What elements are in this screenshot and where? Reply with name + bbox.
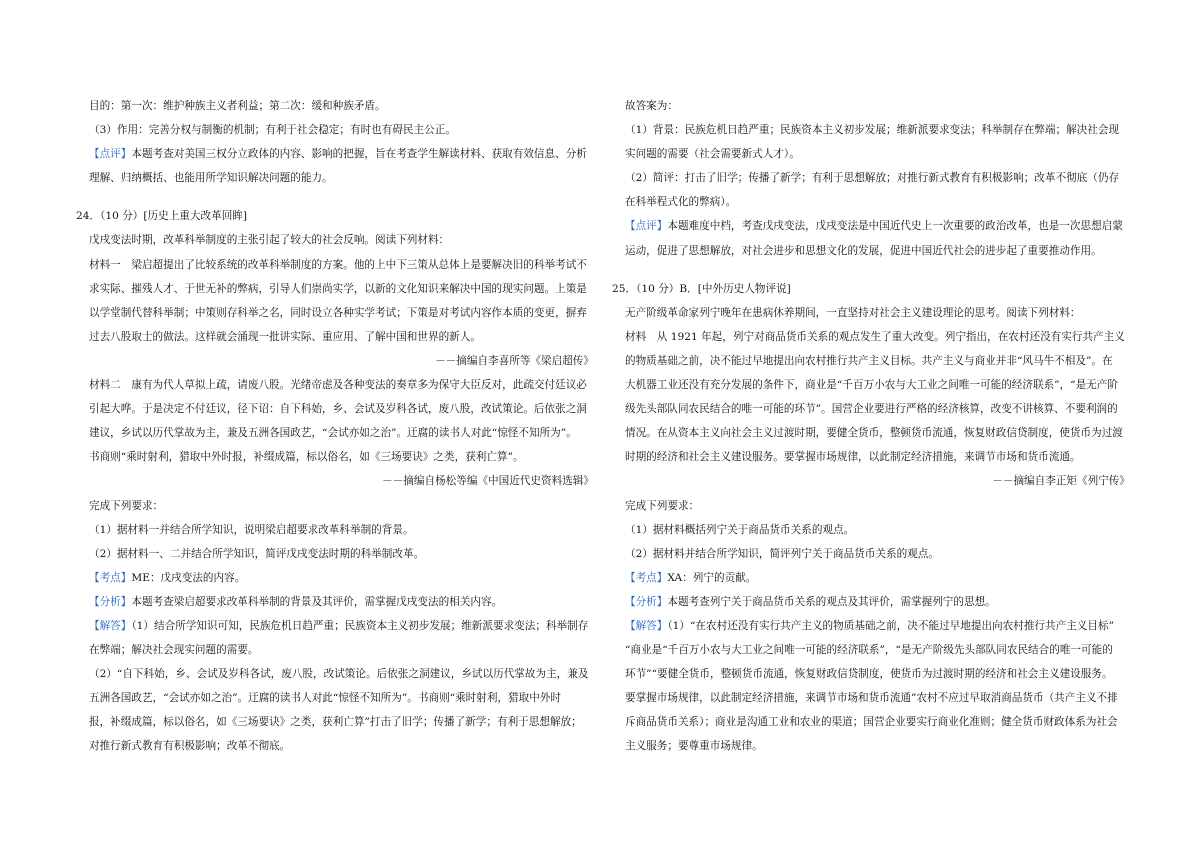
text-line: 斥商品货币关系）；商业是沟通工业和农业的渠道；国营企业要实行商业化准则；健全货币财政体系为社会 (625, 716, 1118, 729)
source-citation: －－摘编自杨松等编《中国近代史资料选辑》 (382, 475, 594, 488)
text-line: 理解、归纳概括、也能用所学知识解决问题的能力。 (89, 172, 333, 185)
text-line: 的物质基础之前，决不能过早地提出向农村推行共产主义目标。共产主义与商业并非“风马牛不相及”。在 (625, 354, 1113, 367)
fenxi-line: 【分析】本题考查列宁关于商品货币关系的观点及其评价，需掌握列宁的思想。 (625, 595, 996, 608)
fenxi-tag: 【分析】 (89, 595, 132, 608)
kaodian-line: 【考点】XA：列宁的贡献。 (625, 571, 757, 584)
question-24-title: 24．（10 分）[历史上重大改革回眸] (76, 210, 248, 223)
jieda-tag: 【解答】 (625, 619, 668, 632)
kaodian-tag: 【考点】 (625, 571, 668, 584)
text-line: 戊戌变法时期，改革科举制度的主张引起了较大的社会反响。阅读下列材料： (89, 234, 450, 247)
text-line: 建议，乡试以历代掌故为主，兼及五洲各国政艺，“会试亦如之治”。迂腐的读书人对此“惊怪不知所为”。 (89, 427, 577, 440)
fenxi-line: 【分析】本题考查梁启超要求改革科举制的背景及其评价，需掌握戊戌变法的相关内容。 (89, 595, 503, 608)
text-line: 大机器工业还没有充分发展的条件下，商业是“千百万小农与大工业之间唯一可能的经济联系”，“是无产阶 (625, 379, 1118, 392)
kaodian-tag: 【考点】 (89, 571, 132, 584)
right-column (612, 94, 1130, 759)
text-line: （2）“自下科始，乡、会试及岁科各试，废八股，改试策论。后依张之洞建议，乡试以历代掌故为主，兼及 (89, 668, 589, 681)
text-line: 情况。在从资本主义向社会主义过渡时期，要健全货币，整顿货币流通，恢复财政信贷制度，使货币为过渡 (625, 427, 1123, 440)
text-line: 材料一 梁启超提出了比较系统的改革科举制度的方案。他的上中下三策从总体上是要解决旧的科举考试不 (89, 258, 587, 271)
text-line: 运动，促进了思想解放，对社会进步和思想文化的发展，促进中国近代社会的进步起了重要推动作用。 (625, 244, 1102, 257)
text-line: （1）据材料概括列宁关于商品货币关系的观点。 (625, 523, 855, 536)
text-line: （2）据材料并结合所学知识，简评列宁关于商品货币关系的观点。 (625, 547, 939, 560)
text-line: 求实际、摧残人才、于世无补的弊病，引导人们崇尚实学，以新的文化知识来解决中国的现实问题。上策是 (89, 282, 587, 295)
left-column (76, 94, 594, 759)
fenxi-tag: 【分析】 (625, 595, 668, 608)
text-line: 无产阶级革命家列宁晚年在患病休养期间，一直坚持对社会主义建设理论的思考。阅读下列材料： (625, 306, 1081, 319)
text-line: 目的：第一次：维护种族主义者利益；第二次：缓和种族矛盾。 (89, 100, 386, 112)
comment-tag: 【点评】 (625, 220, 668, 233)
text-line: 对推行新式教育有积极影响；改革不彻底。 (89, 740, 291, 753)
text-line: 书商则“乘时射利，猎取中外时报，补缀成篇，标以俗名，如《三场要诀》之类，获利亡算”。 (89, 451, 524, 464)
text-line: 材料 从 1921 年起，列宁对商品货币关系的观点发生了重大改变。列宁指出，在农村还没有实行共产主义 (625, 330, 1125, 343)
text-line: 要掌握市场规律，以此制定经济措施，来调节市场和货币流通”农村不应过早取消商品货币（共产主义不排 (625, 692, 1118, 705)
text-line: 级先头部队同农民结合的唯一可能的环节”。国营企业要进行严格的经济核算，改变不讲核算、不要利润的 (625, 403, 1118, 416)
text-line: 在科举程式化的弊病）。 (625, 196, 737, 209)
text-line: （1）据材料一并结合所学知识，说明梁启超要求改革科举制的背景。 (89, 523, 414, 536)
text-line: 材料二 康有为代人草拟上疏，请废八股。光绪帝虑及各种变法的奏章多为保守大臣反对，此疏交付廷议必 (89, 379, 587, 392)
text-line: （3）作用：完善分权与制衡的机制；有利于社会稳定；有时也有碍民主公正。 (89, 124, 456, 137)
text-line: 主义服务；要尊重市场规律。 (625, 740, 763, 753)
text-line: 过去八股取士的做法。这样就会涌现一批讲实际、重应用、了解中国和世界的新人。 (89, 330, 481, 343)
text-line: “商业是“千百万小农与大工业之间唯一可能的经济联系”，“是无产阶级先头部队同农民结合的唯一可能的 (625, 644, 1113, 657)
comment-line: 【点评】本题难度中档，考查戊戌变法，戊戌变法是中国近代史上一次重要的政治改革，也是一次思想启蒙 (625, 220, 1123, 233)
question-25-title: 25．（10 分）B．[中外历史人物评说] (612, 282, 791, 295)
jieda-line: 【解答】（1）“在农村还没有实行共产主义的物质基础之前，决不能过早地提出向农村推行共产主义目标” (625, 619, 1114, 632)
text-line: 环节”“要健全货币，整顿货币流通，恢复财政信贷制度，使货币为过渡时期的经济和社会主义建设服务。 (625, 668, 1113, 681)
source-citation: －－摘编自李正矩《列宁传》 (992, 475, 1130, 488)
text-line: 完成下列要求： (89, 499, 164, 512)
text-line: 在弊端；解决社会现实问题的需要。 (89, 644, 259, 657)
text-line: （2）简评：打击了旧学；传播了新学；有利于思想解放；对推行新式教育有积极影响；改革不彻底（仍存 (625, 172, 1120, 185)
text-line: 完成下列要求： (625, 499, 700, 512)
text-line: 时期的经济和社会主义建设服务。要掌握市场规律，以此制定经济措施，来调节市场和货币流通。 (625, 451, 1081, 464)
text-line: 报，补缀成篇，标以俗名，如《三场要诀》之类，获利亡算”打击了旧学；传播了新学；有利于思想解放； (89, 716, 582, 729)
kaodian-line: 【考点】ME：戊戌变法的内容。 (89, 571, 246, 584)
text-line: （1）背景：民族危机日趋严重；民族资本主义初步发展；维新派要求变法；科举制存在弊端；解决社会现 (625, 124, 1120, 137)
text-line: （2）据材料一、二并结合所学知识，简评戊戌变法时期的科举制改革。 (89, 547, 425, 560)
text-line: 以学堂制代替科举制；中策则存科举之名，同时设立各种实学考试；下策是对考试内容作本质的变更，摒弃 (89, 306, 587, 319)
comment-line: 【点评】本题考查对美国三权分立政体的内容、影响的把握，旨在考查学生解读材料、获取有效信息、分析 (89, 148, 587, 161)
jieda-tag: 【解答】 (89, 619, 132, 632)
text-line: 五洲各国政艺，“会试亦如之治”。迂腐的读书人对此“惊怪不知所为”。书商则“乘时射利，猎取中外时 (89, 692, 562, 705)
comment-tag: 【点评】 (89, 148, 132, 161)
source-citation: －－摘编自李喜所等《梁启超传》 (435, 354, 594, 367)
text-line: 实问题的需要（社会需要新式人才）。 (625, 148, 800, 161)
text-line: 故答案为： (625, 100, 678, 112)
text-line: 引起大哗。于是决定不付廷议，径下诏：自下科始，乡、会试及岁科各试，废八股，改试策论。后依张之洞 (89, 403, 587, 416)
jieda-line: 【解答】（1）结合所学知识可知，民族危机日趋严重；民族资本主义初步发展；维新派要求变法；科举制存 (89, 619, 589, 632)
